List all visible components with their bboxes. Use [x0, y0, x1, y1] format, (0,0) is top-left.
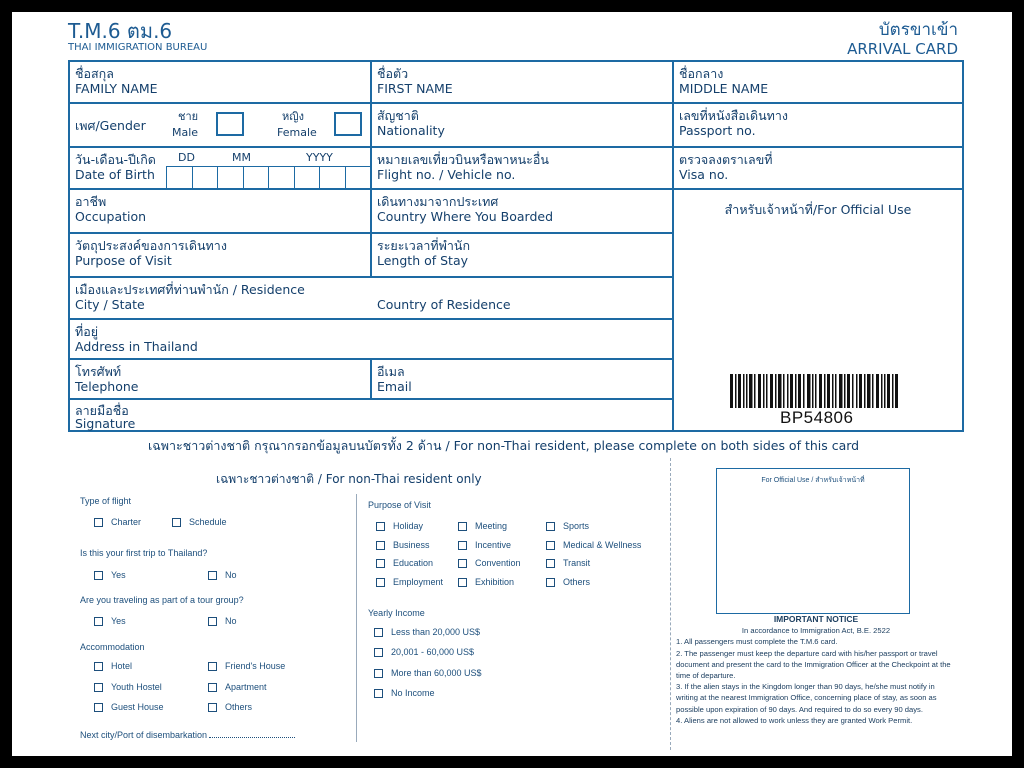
middle-name-field[interactable] [674, 62, 962, 104]
column-divider [356, 494, 357, 742]
purpose-others-label: Others [563, 577, 591, 587]
female-checkbox[interactable] [334, 112, 362, 136]
card-header-right [847, 20, 958, 58]
male-checkbox[interactable] [216, 112, 244, 136]
apartment-option[interactable] [208, 681, 267, 693]
passport-field[interactable] [674, 104, 962, 148]
next-city-field[interactable] [80, 730, 295, 740]
tour-group-no-label: No [225, 616, 237, 626]
barcode-image [730, 374, 900, 408]
business-option[interactable] [376, 539, 430, 551]
telephone-label-thai: โทรศัพท์ [75, 364, 122, 379]
transit-label: Transit [563, 558, 591, 568]
purpose-others-option[interactable] [546, 576, 590, 588]
holiday-label: Holiday [393, 521, 424, 531]
apartment-checkbox[interactable] [208, 683, 217, 692]
nationality-label-thai: สัญชาติ [377, 108, 419, 123]
charter-option[interactable] [94, 516, 141, 528]
email-field[interactable] [372, 360, 674, 400]
visa-label: Visa no. [679, 167, 729, 182]
first-name-field[interactable] [372, 62, 674, 104]
purpose-label-thai: วัตถุประสงค์ของการเดินทาง [75, 238, 227, 253]
notice-item: 1. All passengers must complete the T.M.6 card. [676, 637, 838, 647]
official-use-label: สำหรับเจ้าหน้าที่/For Official Use [724, 202, 912, 217]
occupation-label-thai: อาชีพ [75, 194, 107, 209]
length-of-stay-field[interactable] [372, 234, 674, 278]
convention-checkbox[interactable] [458, 559, 467, 568]
dob-label: Date of Birth [75, 167, 155, 182]
incentive-label: Incentive [475, 540, 512, 550]
official-use-box [716, 468, 910, 614]
form-title: T.M.6 ตม.6 [68, 19, 173, 43]
business-checkbox[interactable] [376, 541, 385, 550]
yearly-income-label: Yearly Income [368, 608, 425, 618]
male-label: Male [172, 126, 199, 139]
arrival-card [12, 12, 1012, 756]
boarded-label-thai: เดินทางมาจากประเทศ [377, 194, 499, 209]
income-option-4[interactable] [374, 687, 435, 699]
residence-label-thai: เมืองและประเทศที่ท่านพำนัก / Residence [75, 282, 305, 297]
dob-dd-label: DD [178, 151, 195, 164]
incentive-option[interactable] [458, 539, 511, 551]
education-label: Education [393, 558, 434, 568]
meeting-checkbox[interactable] [458, 522, 467, 531]
first-trip-yes-checkbox[interactable] [94, 571, 103, 580]
dob-mm-label: MM [232, 151, 251, 164]
flight-label-thai: หมายเลขเที่ยวบินหรือพาหนะอื่น [377, 152, 549, 167]
tour-group-yes-label: Yes [111, 616, 126, 626]
income-4-label: No Income [391, 688, 435, 698]
income-option-1[interactable] [374, 626, 480, 638]
arrival-title-thai: บัตรขาเข้า [878, 20, 958, 40]
official-use-panel [674, 190, 962, 430]
signature-label: Signature [75, 416, 136, 431]
address-label-thai: ที่อยู่ [75, 324, 99, 339]
visa-field[interactable] [674, 148, 962, 190]
exhibition-label: Exhibition [475, 577, 515, 587]
boarded-country-field[interactable] [372, 190, 674, 234]
purpose-of-visit-label: Purpose of Visit [368, 500, 431, 510]
tour-group-no-checkbox[interactable] [208, 617, 217, 626]
holiday-option[interactable] [376, 520, 423, 532]
first-trip-question: Is this your first trip to Thailand? [80, 548, 208, 558]
dob-input-boxes[interactable] [166, 166, 370, 189]
tour-group-yes-checkbox[interactable] [94, 617, 103, 626]
flight-number-field[interactable] [372, 148, 674, 190]
first-trip-no-label: No [225, 570, 237, 580]
occupation-field[interactable] [70, 190, 372, 234]
apartment-label: Apartment [225, 682, 267, 692]
perforation-divider [670, 458, 671, 750]
sports-label: Sports [563, 521, 590, 531]
business-label: Business [393, 540, 430, 550]
schedule-checkbox[interactable] [172, 518, 181, 527]
date-of-birth-field [70, 148, 372, 190]
passport-label: Passport no. [679, 123, 756, 138]
education-checkbox[interactable] [376, 559, 385, 568]
country-of-residence-label: Country of Residence [377, 297, 511, 312]
family-name-label-thai: ชื่อสกุล [75, 66, 114, 81]
accommodation-others-option[interactable] [208, 701, 252, 713]
income-option-3[interactable] [374, 667, 482, 679]
guest-house-label: Guest House [111, 702, 164, 712]
charter-checkbox[interactable] [94, 518, 103, 527]
employment-checkbox[interactable] [376, 578, 385, 587]
type-of-flight-label: Type of flight [80, 496, 132, 506]
lower-section-title: เฉพาะชาวต่างชาติ / For non-Thai resident only [216, 472, 482, 486]
meeting-option[interactable] [458, 520, 507, 532]
first-trip-yes-option[interactable] [94, 569, 126, 581]
sports-option[interactable] [546, 520, 589, 532]
purpose-label: Purpose of Visit [75, 253, 172, 268]
first-trip-yes-label: Yes [111, 570, 126, 580]
tour-group-yes-option[interactable] [94, 615, 126, 627]
transit-checkbox[interactable] [546, 559, 555, 568]
address-label: Address in Thailand [75, 339, 198, 354]
nationality-field[interactable] [372, 104, 674, 148]
convention-option[interactable] [458, 557, 521, 569]
gender-field [70, 104, 372, 148]
middle-name-label: MIDDLE NAME [679, 81, 769, 96]
signature-field[interactable] [70, 400, 674, 430]
flight-label: Flight no. / Vehicle no. [377, 167, 516, 182]
income-2-label: 20,001 - 60,000 US$ [391, 647, 475, 657]
passport-label-thai: เลขที่หนังสือเดินทาง [679, 108, 789, 123]
hotel-checkbox[interactable] [94, 662, 103, 671]
schedule-label: Schedule [189, 517, 227, 527]
income-2-checkbox[interactable] [374, 648, 383, 657]
accommodation-others-checkbox[interactable] [208, 703, 217, 712]
income-3-label: More than 60,000 US$ [391, 668, 482, 678]
hotel-label: Hotel [111, 661, 133, 671]
accommodation-others-label: Others [225, 702, 253, 712]
friends-house-label: Friend's House [225, 661, 286, 671]
employment-label: Employment [393, 577, 444, 587]
first-name-label: FIRST NAME [377, 81, 453, 96]
length-label-thai: ระยะเวลาที่พำนัก [377, 238, 471, 253]
guest-house-option[interactable] [94, 701, 164, 713]
dob-label-thai: วัน-เดือน-ปีเกิด [75, 152, 156, 167]
meeting-label: Meeting [475, 521, 508, 531]
main-form-grid [68, 60, 964, 432]
education-option[interactable] [376, 557, 433, 569]
family-name-field[interactable] [70, 62, 372, 104]
youth-hostel-checkbox[interactable] [94, 683, 103, 692]
youth-hostel-option[interactable] [94, 681, 162, 693]
signature-label-thai: ลายมือชื่อ [75, 403, 129, 418]
first-trip-no-checkbox[interactable] [208, 571, 217, 580]
address-field[interactable] [70, 320, 674, 360]
dob-yyyy-label: YYYY [306, 151, 333, 164]
visa-label-thai: ตรวจลงตราเลขที่ [679, 152, 773, 167]
telephone-field[interactable] [70, 360, 372, 400]
notice-subtitle: In accordance to Immigration Act, B.E. 2522 [741, 626, 891, 636]
family-name-label: FAMILY NAME [75, 81, 158, 96]
purpose-of-visit-field[interactable] [70, 234, 372, 278]
exhibition-checkbox[interactable] [458, 578, 467, 587]
sports-checkbox[interactable] [546, 522, 555, 531]
notice-item: 4. Aliens are not allowed to work unless they are granted Work Permit. [676, 715, 913, 725]
occupation-label: Occupation [75, 209, 147, 224]
bureau-label: THAI IMMIGRATION BUREAU [68, 42, 208, 53]
transit-option[interactable] [546, 557, 590, 569]
telephone-label: Telephone [75, 379, 139, 394]
first-trip-no-option[interactable] [208, 569, 237, 581]
important-notice [676, 614, 956, 726]
holiday-checkbox[interactable] [376, 522, 385, 531]
income-1-checkbox[interactable] [374, 628, 383, 637]
notice-item: 2. The passenger must keep the departure card with his/her passport or travel document and present the card to the Immigration Officer at the Checkpoint at the time of departure. [676, 648, 951, 681]
income-option-2[interactable] [374, 646, 474, 658]
friends-house-checkbox[interactable] [208, 662, 217, 671]
friends-house-option[interactable] [208, 660, 285, 672]
tour-group-no-option[interactable] [208, 615, 237, 627]
exhibition-option[interactable] [458, 576, 514, 588]
non-thai-banner: เฉพาะชาวต่างชาติ กรุณากรอกข้อมูลบนบัตรทั้ง 2 ด้าน / For non-Thai resident, please complete on both sides of this card [148, 438, 860, 453]
next-city-label: Next city/Port of disembarkation [80, 730, 208, 740]
income-1-label: Less than 20,000 US$ [391, 627, 481, 637]
female-label-thai: หญิง [282, 110, 304, 123]
income-3-checkbox[interactable] [374, 669, 383, 678]
guest-house-checkbox[interactable] [94, 703, 103, 712]
card-header-left [68, 20, 207, 54]
barcode-number: BP54806 [780, 408, 854, 427]
employment-option[interactable] [376, 576, 443, 588]
convention-label: Convention [475, 558, 521, 568]
boarded-label: Country Where You Boarded [377, 209, 554, 224]
schedule-option[interactable] [172, 516, 227, 528]
male-label-thai: ชาย [178, 110, 199, 123]
notice-title: IMPORTANT NOTICE [773, 614, 859, 624]
purpose-others-checkbox[interactable] [546, 578, 555, 587]
gender-label: เพศ/Gender [75, 118, 146, 133]
official-use-small-label: For Official Use / สำหรับเจ้าหน้าที่ [761, 477, 865, 484]
middle-name-label-thai: ชื่อกลาง [679, 66, 724, 81]
medical-option[interactable] [546, 539, 641, 551]
charter-label: Charter [111, 517, 142, 527]
city-state-label: City / State [75, 297, 145, 312]
residence-field[interactable] [70, 278, 674, 320]
medical-checkbox[interactable] [546, 541, 555, 550]
accommodation-label: Accommodation [80, 642, 145, 652]
email-label: Email [377, 379, 412, 394]
email-label-thai: อีเมล [377, 364, 405, 379]
arrival-title: ARRIVAL CARD [847, 40, 958, 58]
first-name-label-thai: ชื่อตัว [377, 66, 409, 81]
hotel-option[interactable] [94, 660, 132, 672]
income-4-checkbox[interactable] [374, 689, 383, 698]
incentive-checkbox[interactable] [458, 541, 467, 550]
tour-group-question: Are you traveling as part of a tour group? [80, 595, 244, 605]
nationality-label: Nationality [377, 123, 445, 138]
youth-hostel-label: Youth Hostel [111, 682, 162, 692]
female-label: Female [277, 126, 317, 139]
length-label: Length of Stay [377, 253, 469, 268]
notice-item: 3. If the alien stays in the Kingdom longer than 90 days, he/she must notify in writing at the nearest Immigration Office, concerning place of stay, as soon as possible upon expiration of 90 days. And required to do so every 90 days. [676, 682, 937, 714]
medical-label: Medical & Wellness [563, 540, 642, 550]
